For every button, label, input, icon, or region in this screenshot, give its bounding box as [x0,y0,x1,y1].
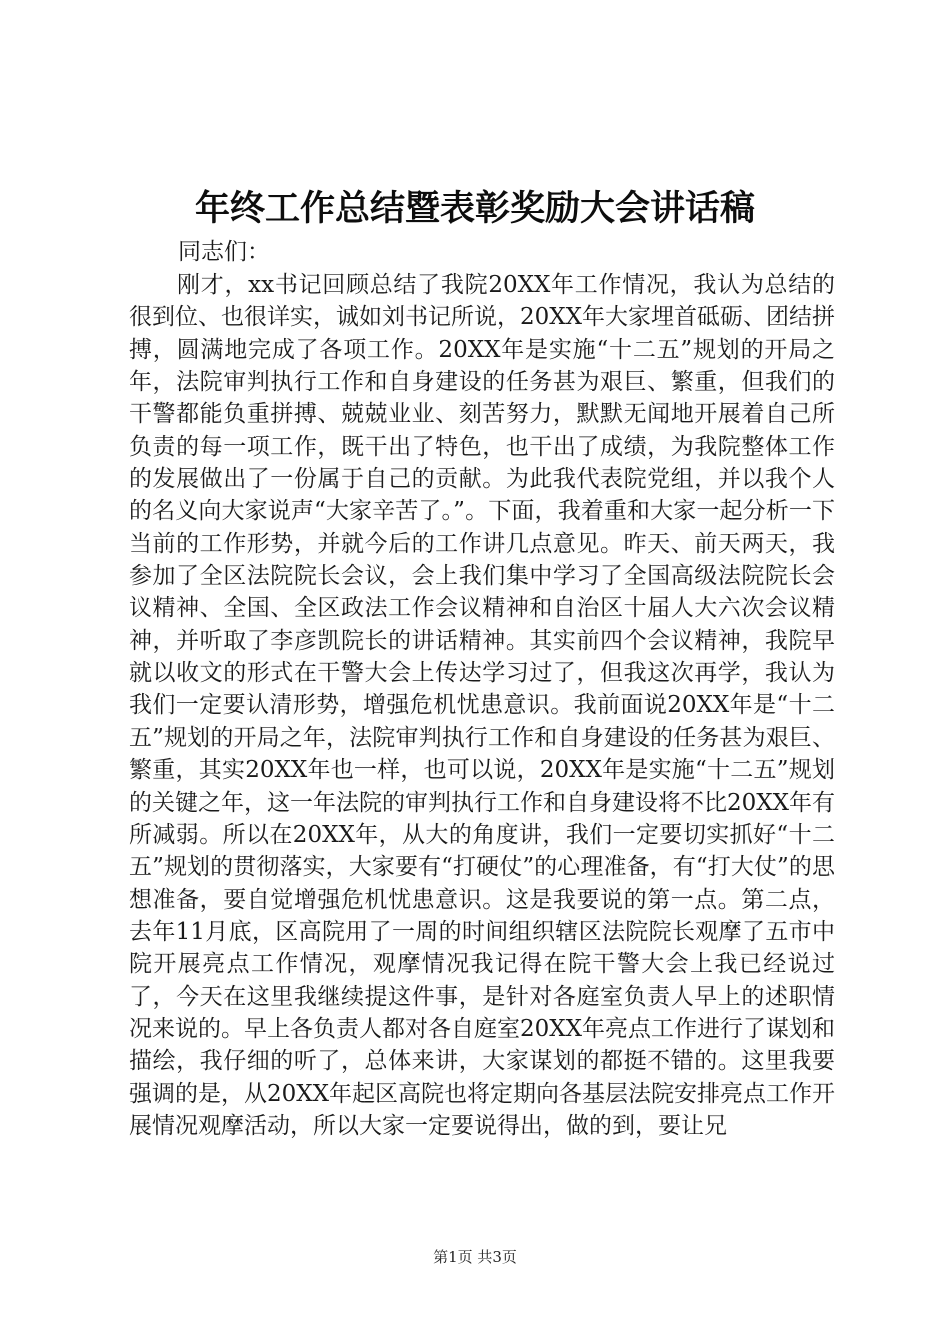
document-title: 年终工作总结暨表彰奖励大会讲话稿 [194,188,755,229]
body-paragraph: 刚才，xx书记回顾总结了我院20XX年工作情况，我认为总结的很到位、也很详实，诚如刘书记所说，20XX年大家埋首砥砺、团结拼搏，圆满地完成了各项工作。20XX年是实施“十二五”规划的开局之年，法院审判执行工作和自身建设的任务甚为艰巨、繁重，但我们的干警都能负重拼搏、兢兢业业、刻苦努力，默默无闻地开展着自己所负责的每一项工作，既干出了特色，也干出了成绩，为我院整体工作的发展做出了一份属于自己的贡献。为此我代表院党组，并以我个人的名义向大家说声“大家辛苦了。”。下面，我着重和大家一起分析一下当前的工作形势，并就今后的工作讲几点意见。昨天、前天两天，我参加了全区法院院长会议，会上我们集中学习了全国高级法院院长会议精神、全国、全区政法工作会议精神和自治区十届人大六次会议精神，并听取了李彦凯院长的讲话精神。其实前四个会议精神，我院早就以收文的形式在干警大会上传达学习过了，但我这次再学，我认为我们一定要认清形势，增强危机忧患意识。我前面说20XX年是“十二五”规划的开局之年，法院审判执行工作和自身建设的任务甚为艰巨、繁重，其实20XX年也一样，也可以说，20XX年是实施“十二五”规划的关键之年，这一年法院的审判执行工作和自身建设将不比20XX年有所减弱。所以在20XX年，从大的角度讲，我们一定要切实抓好“十二五”规划的贯彻落实，大家要有“打硬仗”的心理准备，有“打大仗”的思想准备，要自觉增强危机忧患意识。这是我要说的第一点。第二点，去年11月底，区高院用了一周的时间组织辖区法院院长观摩了五市中院开展亮点工作情况，观摩情况我记得在院干警大会上我已经说过了，今天在这里我继续提这件事，是针对各庭室负责人早上的述职情况来说的。早上各负责人都对各自庭室20XX年亮点工作进行了谋划和描绘，我仔细的听了，总体来讲，大家谋划的都挺不错的。这里我要强调的是，从20XX年起区高院也将定期向各基层法院安排亮点工作开展情况观摩活动，所以大家一定要说得出，做的到，要让兄 [129,272,836,1139]
page-number: 第1页 共3页 [433,1248,517,1266]
greeting-text: 同志们： [178,239,270,265]
